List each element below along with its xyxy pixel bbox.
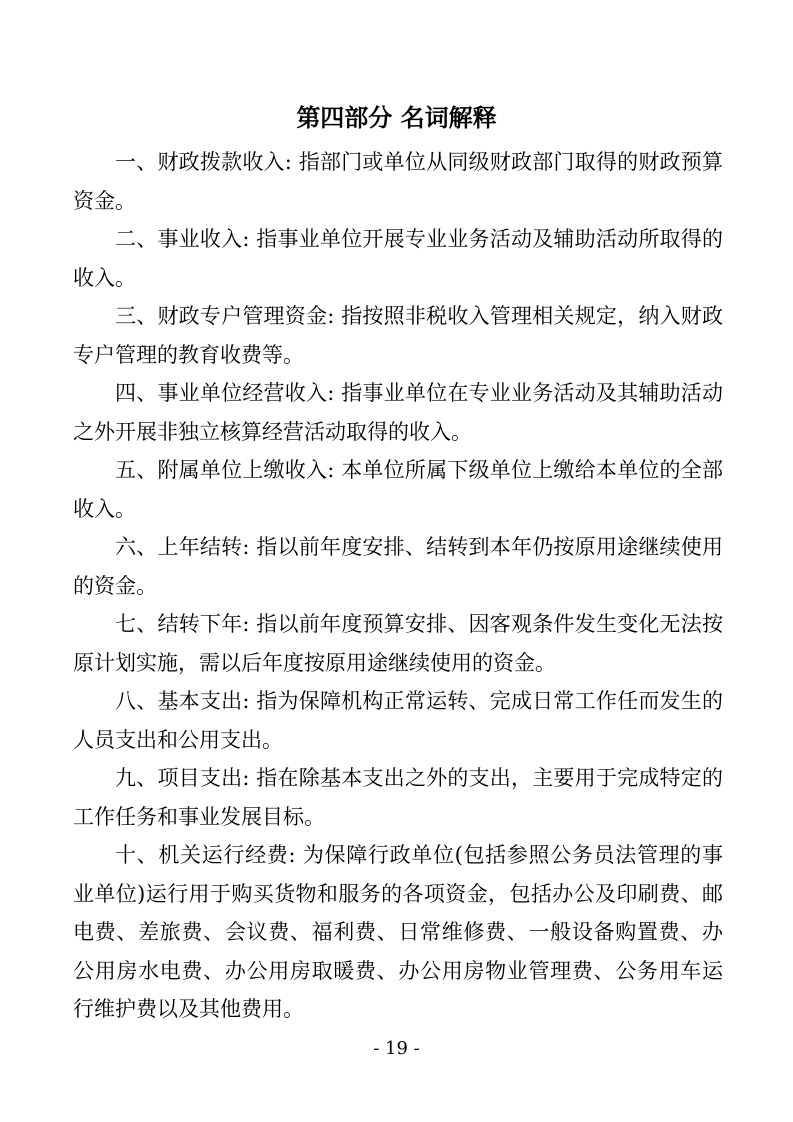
document-body xyxy=(73,143,723,1029)
definition-paragraph: 六、上年结转: 指以前年度安排、结转到本年仍按原用途继续使用的资金。 xyxy=(73,535,723,598)
page-number: - 19 - xyxy=(373,1038,420,1059)
definition-paragraph: 一、财政拨款收入: 指部门或单位从同级财政部门取得的财政预算资金。 xyxy=(73,150,723,213)
definition-paragraph: 九、项目支出: 指在除基本支出之外的支出，主要用于完成特定的工作任务和事业发展目标。 xyxy=(73,766,723,829)
definition-paragraph: 五、附属单位上缴收入: 本单位所属下级单位上缴给本单位的全部收入。 xyxy=(73,458,723,521)
definition-paragraph: 八、基本支出: 指为保障机构正常运转、完成日常工作任而发生的人员支出和公用支出。 xyxy=(73,689,723,752)
definition-paragraph: 二、事业收入: 指事业单位开展专业业务活动及辅助活动所取得的收入。 xyxy=(73,227,723,290)
definition-paragraph: 三、财政专户管理资金: 指按照非税收入管理相关规定，纳入财政专户管理的教育收费等。 xyxy=(73,304,723,367)
definition-paragraph: 七、结转下年: 指以前年度预算安排、因客观条件发生变化无法按原计划实施，需以后年度按原用途继续使用的资金。 xyxy=(73,612,723,675)
page-title: 第四部分 名词解释 xyxy=(296,104,497,132)
definition-paragraph: 十、机关运行经费: 为保障行政单位(包括参照公务员法管理的事业单位)运行用于购买货物和服务的各项资金，包括办公及印刷费、邮电费、差旅费、会议费、福利费、日常维修费、一般设备购置费、办公用房水电费、办公用房取暖费、办公用房物业管理费、公务用车运行维护费以及其他费用。 xyxy=(73,843,723,1021)
definition-paragraph: 四、事业单位经营收入: 指事业单位在专业业务活动及其辅助活动之外开展非独立核算经营活动取得的收入。 xyxy=(73,381,723,444)
